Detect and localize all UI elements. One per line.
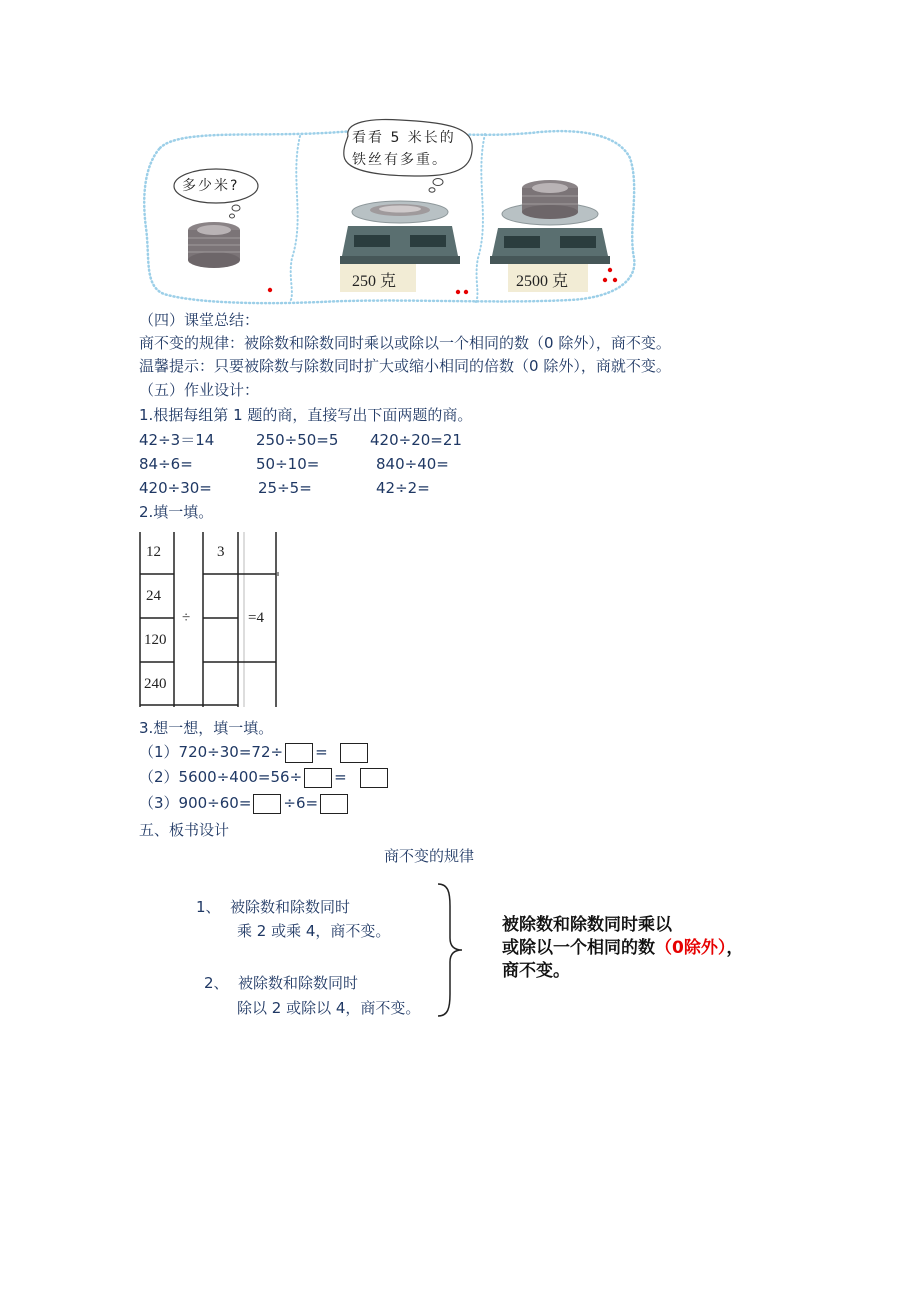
q3-item-2 — [139, 767, 390, 788]
q3-title: 3.想一想，填一填。 — [139, 719, 274, 737]
summary-line-2 — [502, 937, 743, 960]
board-center-title: 商不变的规律 — [384, 847, 475, 865]
q2-title: 2.填一填。 — [139, 503, 214, 521]
tip-text: 温馨提示：只要被除数与除数同时扩大或缩小相同的倍数（0 除外），商就不变。 — [139, 357, 671, 375]
summary-line-2-comma: ， — [726, 938, 744, 958]
q3-label: （1）720÷30=72÷ — [139, 743, 284, 761]
board-item-1-line-2: 乘 2 或乘 4，商不变。 — [237, 922, 391, 940]
q3-label: （2）5600÷400=56÷ — [139, 768, 303, 786]
bubble-2-text-line2: 铁丝有多重。 — [352, 152, 448, 168]
q1-title: 1.根据每组第 1 题的商，直接写出下面两题的商。 — [139, 406, 473, 424]
board-item-1-number: 1、 — [196, 898, 221, 916]
q1-cell: 42÷2= — [376, 479, 430, 497]
q3-mid: = — [334, 768, 347, 786]
q2-table — [138, 532, 280, 707]
answer-box[interactable] — [304, 768, 332, 788]
scale-1-label: 250 克 — [352, 273, 397, 290]
q1-cell: 420÷30= — [139, 479, 212, 497]
q1-cell: 84÷6= — [139, 455, 193, 473]
summary-line-1: 被除数和除数同时乘以 — [502, 915, 672, 935]
board-summary — [502, 914, 743, 983]
q1-cell: 420÷20=21 — [370, 431, 462, 449]
section-5-title: （五）作业设计： — [139, 381, 260, 399]
board-item-2-line-2: 除以 2 或除以 4，商不变。 — [237, 999, 421, 1017]
scale-1 — [340, 201, 460, 264]
q3-item-3 — [139, 793, 350, 814]
section-4-title: （四）课堂总结： — [139, 311, 260, 329]
illustration-scene — [140, 118, 640, 306]
q2-dividend: 120 — [144, 632, 167, 648]
rule-text: 商不变的规律：被除数和除数同时乘以或除以一个相同的数（0 除外），商不变。 — [139, 334, 671, 352]
q1-cell: 25÷5= — [258, 479, 312, 497]
divider-2 — [476, 134, 485, 302]
bubble-2-text-line1: 看看 5 米长的 — [352, 130, 456, 146]
q1-cell: 840÷40= — [376, 455, 449, 473]
q1-cell: 42÷3＝14 — [139, 431, 215, 449]
q2-dividend: 240 — [144, 676, 167, 692]
answer-box[interactable] — [253, 794, 281, 814]
answer-box[interactable] — [285, 743, 313, 763]
board-item-2-line-1: 被除数和除数同时 — [238, 974, 359, 992]
summary-line-3: 商不变。 — [502, 961, 570, 981]
answer-box[interactable] — [340, 743, 368, 763]
answer-box[interactable] — [320, 794, 348, 814]
answer-box[interactable] — [360, 768, 388, 788]
q2-divisor: 3 — [217, 544, 225, 560]
divider-1 — [290, 136, 300, 302]
q2-divide-sign: ÷ — [182, 610, 191, 626]
q3-mid: ÷6= — [283, 794, 319, 812]
board-item-2-number: 2、 — [204, 974, 229, 992]
wire-coil-small — [188, 222, 240, 268]
scale-2-label: 2500 克 — [516, 273, 569, 290]
q2-quotient: =4 — [248, 610, 264, 626]
q3-item-1 — [139, 742, 370, 763]
q2-dividend: 24 — [146, 588, 161, 604]
board-item-1-line-1: 被除数和除数同时 — [230, 898, 351, 916]
q3-label: （3）900÷60= — [139, 794, 252, 812]
q3-mid: = — [315, 743, 328, 761]
q1-cell: 50÷10= — [256, 455, 320, 473]
scale-2 — [490, 180, 610, 264]
bubble-1-text: 多少米? — [182, 178, 240, 194]
summary-exception-red: （0除外） — [655, 938, 727, 958]
board-section-title: 五、板书设计 — [139, 821, 230, 839]
q2-dividend: 12 — [146, 544, 161, 560]
curly-brace — [436, 882, 466, 1018]
q1-cell: 250÷50=5 — [256, 431, 339, 449]
summary-line-2-text: 或除以一个相同的数 — [502, 938, 655, 958]
